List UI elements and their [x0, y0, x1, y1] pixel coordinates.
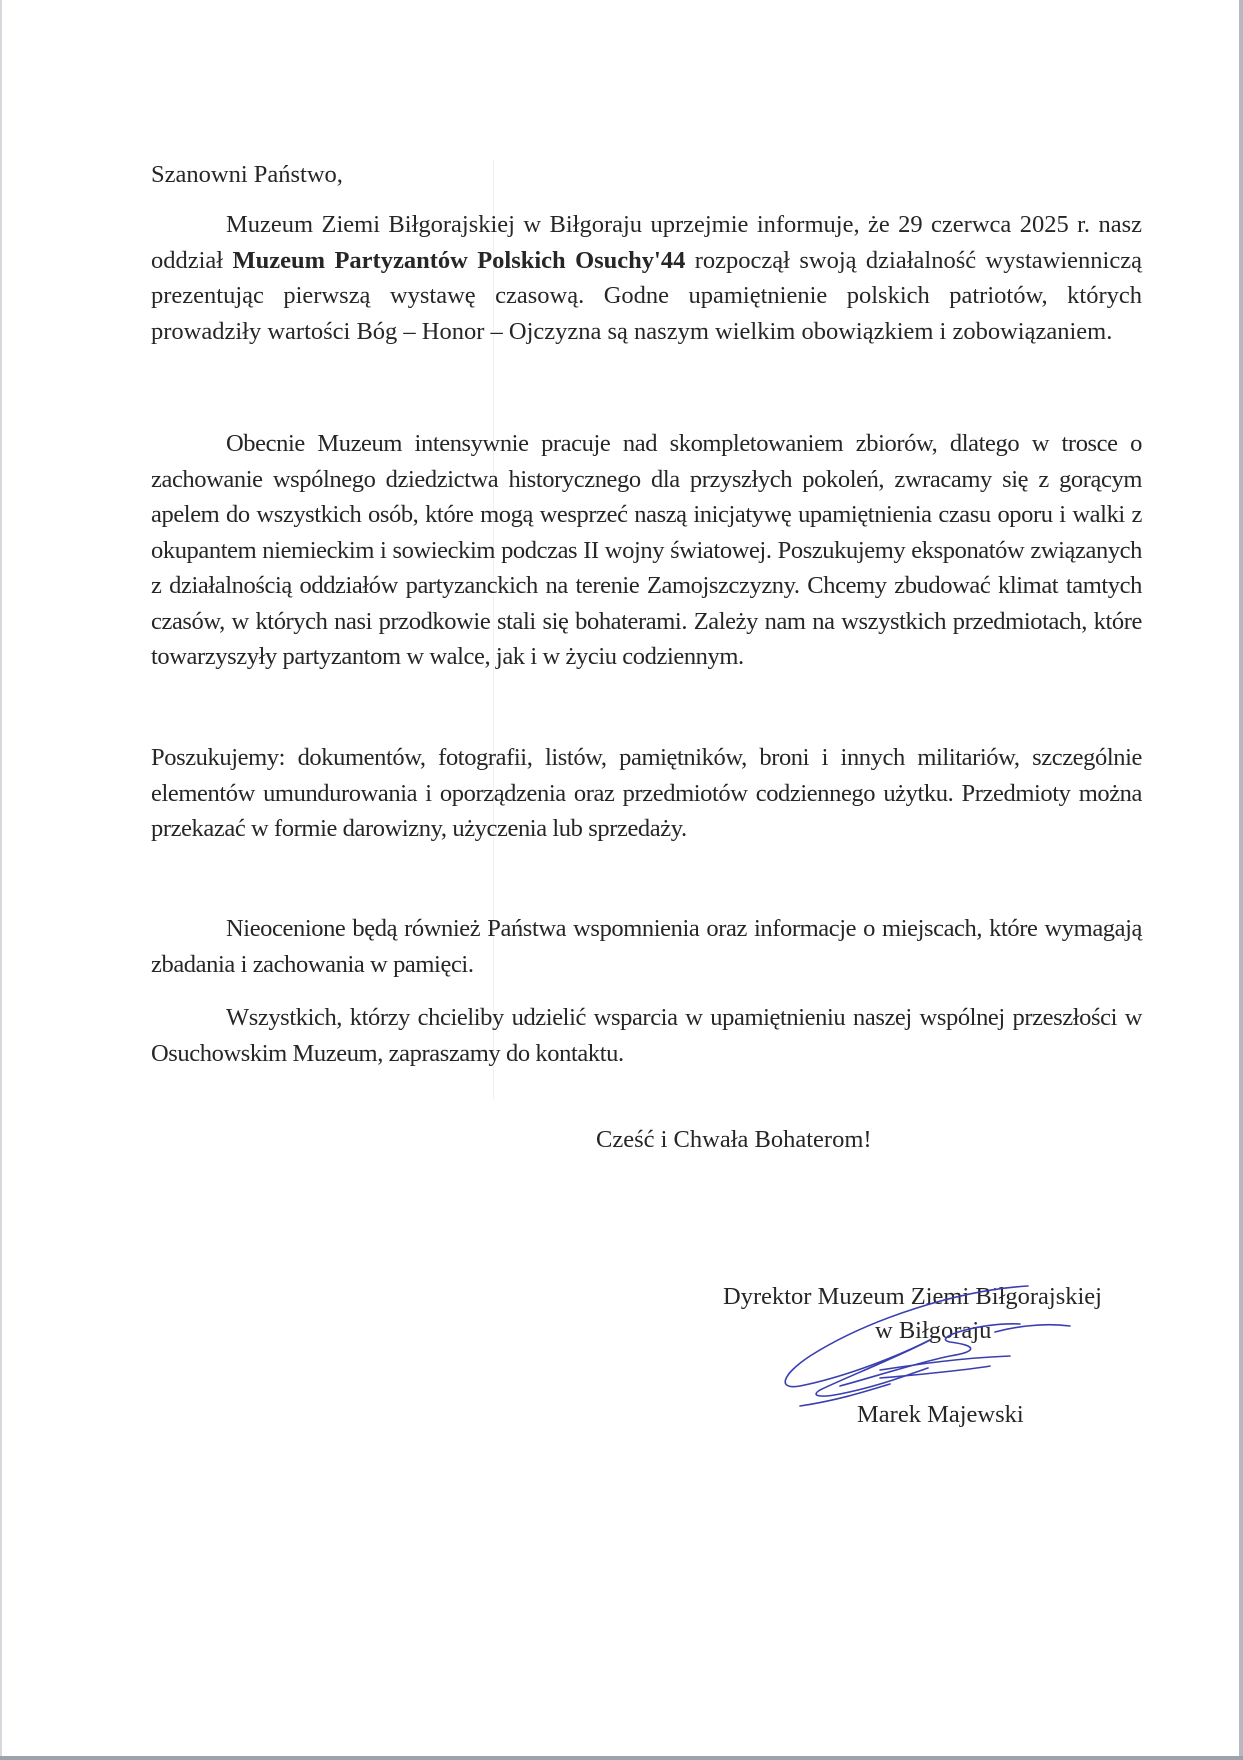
scan-edge-right — [1239, 0, 1243, 1760]
paragraph-wanted-items — [151, 740, 1142, 847]
paragraph-1 — [151, 207, 1142, 349]
greeting-text: Szanowni Państwo, — [151, 161, 343, 188]
scan-edge-left — [0, 0, 2, 1760]
signatory-name: Marek Majewski — [857, 1401, 1024, 1428]
paragraph-2: Obecnie Muzeum intensywnie pracuje nad skompletowaniem zbiorów, dlatego w trosce o zachowanie wspólnego dziedzictwa historycznego dla przyszłych pokoleń, zwracamy się z gorącym apelem do wszystkich osób, które mogą wesprzeć naszą inicjatywę upamiętnienia czasu oporu i walki z okupantem niemieckim i sowieckim podczas II wojny światowej. Poszukujemy eksponatów związanych z działalnością oddziałów partyzanckich na terenie Zamojszczyzny. Chcemy zbudować klimat tamtych czasów, w których nasi przodkowie stali się bohaterami. Zależy nam na wszystkich przedmiotach, które towarzyszyły partyzantom w walce, jak i w życiu codziennym. — [151, 430, 1142, 670]
paragraph-memories — [151, 911, 1142, 982]
scan-edge-bottom — [0, 1756, 1243, 1760]
museum-branch-name: Muzeum Partyzantów Polskich Osuchy'44 — [232, 246, 686, 274]
paragraph-1-rest: rozpoczął swoją działalność wystawienniczą prezentując pierwszą wystawę czasową. Godne upamiętnienie polskich patriotów, których prowadziły wartości Bóg – Honor – Ojczyzna są naszym wielkim obowiązkiem i zobowiązaniem. — [151, 246, 1142, 345]
paragraph-1-intro: Muzeum Ziemi Biłgorajskiej w Biłgoraju uprzejmie informuje, że 29 czerwca 2025 r. nasz oddział — [151, 211, 1142, 274]
closing-salutation: Cześć i Chwała Bohaterom! — [596, 1126, 872, 1153]
signatory-title: Dyrektor Muzeum Ziemi Biłgorajskiej — [723, 1283, 1102, 1310]
signatory-city: w Biłgoraju — [875, 1317, 992, 1344]
paragraph-4: Nieocenione będą również Państwa wspomnienia oraz informacje o miejscach, które wymagają zbadania i zachowania w pamięci. — [151, 915, 1142, 978]
handwritten-signature-icon — [780, 1278, 1100, 1438]
letter-greeting — [151, 157, 1142, 193]
paragraph-3: Poszukujemy: dokumentów, fotografii, listów, pamiętników, broni i innych militariów, szczególnie elementów umundurowania i oporządzenia oraz przedmiotów codziennego użytku. Przedmioty można przekazać w formie darowizny, użyczenia lub sprzedaży. — [151, 744, 1142, 842]
paragraph-announcement — [151, 207, 1142, 349]
paragraph-contact — [151, 1000, 1142, 1071]
paragraph-5: Wszystkich, którzy chcieliby udzielić wsparcia w upamiętnieniu naszej wspólnej przeszłości w Osuchowskim Muzeum, zapraszamy do kontaktu. — [151, 1004, 1142, 1067]
paragraph-appeal — [151, 426, 1142, 675]
